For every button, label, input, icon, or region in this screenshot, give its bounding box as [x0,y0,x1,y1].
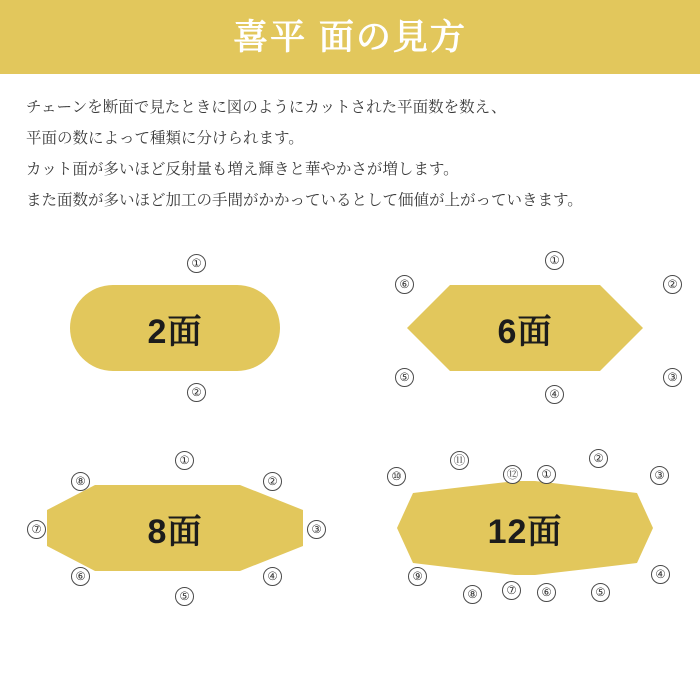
face-number-marker: ① [545,251,564,270]
face-number-marker: ③ [307,520,326,539]
face-number-marker: ④ [545,385,564,404]
stadium-shape-icon [25,263,325,393]
face-number-marker: ② [663,275,682,294]
face-number-marker: ② [187,383,206,402]
description-line: カット面が多いほど反射量も増え輝きと華やかさが増します。 [26,161,459,178]
face-number-marker: ② [263,472,282,491]
diagram-six-face [350,228,700,428]
face-number-marker: ⑥ [71,567,90,586]
description-line: 平面の数によって種類に分けられます。 [26,130,304,147]
face-number-marker: ② [589,449,608,468]
face-number-marker: ⑤ [591,583,610,602]
face-number-marker: ⑧ [463,585,482,604]
shape-label: 6面 [497,312,553,351]
face-number-marker: ⑦ [502,581,521,600]
face-number-marker: ⑪ [450,451,469,470]
face-number-marker: ⑫ [503,465,522,484]
header-banner [0,0,700,74]
diagram-twelve-face [350,428,700,628]
shape-wrapper [375,252,678,401]
face-number-marker: ⑧ [71,472,90,491]
shape-label: 2面 [147,312,203,351]
shape-wrapper [25,255,325,399]
diagram-grid [0,228,700,628]
face-number-marker: ④ [263,567,282,586]
diagram-eight-face [0,428,350,628]
description-line: また面数が多いほど加工の手間がかかっているとして価値が上がっていきます。 [26,192,583,209]
diagram-two-face [0,228,350,428]
face-number-marker: ⑤ [395,368,414,387]
shape-label: 12面 [487,512,563,551]
face-number-marker: ① [537,465,556,484]
face-number-marker: ① [175,451,194,470]
face-number-marker: ⑤ [175,587,194,606]
face-number-marker: ⑨ [408,567,427,586]
face-number-marker: ⑥ [395,275,414,294]
face-number-marker: ⑥ [537,583,556,602]
face-number-marker: ⑩ [387,467,406,486]
description-line: チェーンを断面で見たときに図のようにカットされた平面数を数え、 [26,99,507,116]
face-number-marker: ④ [651,565,670,584]
shape-wrapper [25,452,325,603]
page-title: 喜平 面の見方 [233,17,467,57]
face-number-marker: ③ [663,368,682,387]
face-number-marker: ⑦ [27,520,46,539]
face-number-marker: ③ [650,466,669,485]
shape-wrapper [375,450,675,601]
shape-label: 8面 [147,512,203,551]
hexagon-shape-icon [375,263,675,393]
description-block [0,74,700,216]
face-number-marker: ① [187,254,206,273]
